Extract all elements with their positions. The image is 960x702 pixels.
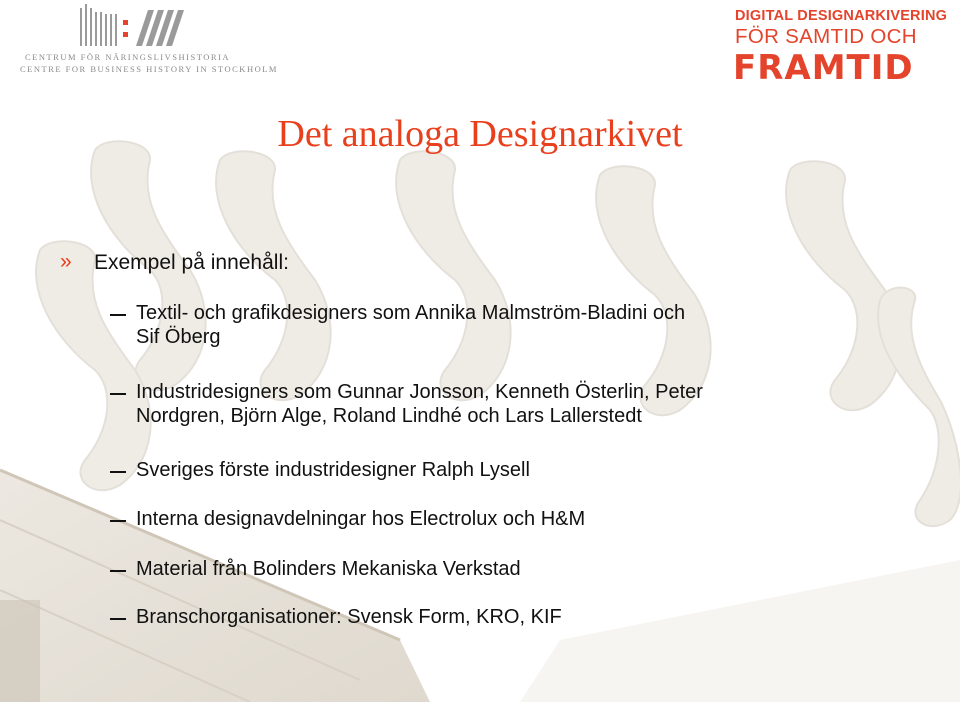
list-item xyxy=(110,380,870,432)
slide-title: Det analoga Designarkivet xyxy=(277,113,683,155)
list-item xyxy=(110,301,870,353)
logo-right-line-3: FRAMTID xyxy=(733,48,914,88)
list-item xyxy=(110,507,870,533)
list-item-line: Textil- och grafikdesigners som Annika Malmström-Bladini och xyxy=(136,302,686,324)
logo-right-line-1: DIGITAL DESIGNARKIVERING xyxy=(735,8,948,24)
heading-text: Exempel på innehåll: xyxy=(94,251,289,274)
list-item-line: Sveriges förste industridesigner Ralph Lysell xyxy=(136,459,530,481)
dash-icon xyxy=(110,570,126,572)
digital-designarkivering-logo xyxy=(733,8,948,92)
list-item xyxy=(110,557,870,583)
dash-icon xyxy=(110,393,126,395)
logo-text-line-2: CENTRE FOR BUSINESS HISTORY IN STOCKHOLM xyxy=(20,64,278,74)
list-item-line: Nordgren, Björn Alge, Roland Lindhé och Lars Lallerstedt xyxy=(136,405,642,427)
list-item-line: Branschorganisationer: Svensk Form, KRO, KIF xyxy=(136,606,562,628)
list-item xyxy=(110,458,870,484)
centre-for-business-history-logo xyxy=(20,2,278,74)
list-item-line: Interna designavdelningar hos Electrolux och H&M xyxy=(136,508,586,530)
dash-icon xyxy=(110,314,126,316)
logo-bars-icon xyxy=(80,2,190,46)
dash-icon xyxy=(110,471,126,473)
dash-icon xyxy=(110,520,126,522)
list-item xyxy=(110,605,870,631)
dash-icon xyxy=(110,618,126,620)
logo-right-line-2: FÖR SAMTID OCH xyxy=(735,25,917,48)
logo-text-line-1: CENTRUM FÖR NÄRINGSLIVSHISTORIA xyxy=(24,52,231,62)
list-item-line: Material från Bolinders Mekaniska Verkstad xyxy=(136,558,521,580)
list-item-line: Industridesigners som Gunnar Jonsson, Kenneth Österlin, Peter xyxy=(136,381,703,403)
list-item-line: Sif Öberg xyxy=(136,326,221,348)
bullet-marker-icon: » xyxy=(60,250,72,273)
